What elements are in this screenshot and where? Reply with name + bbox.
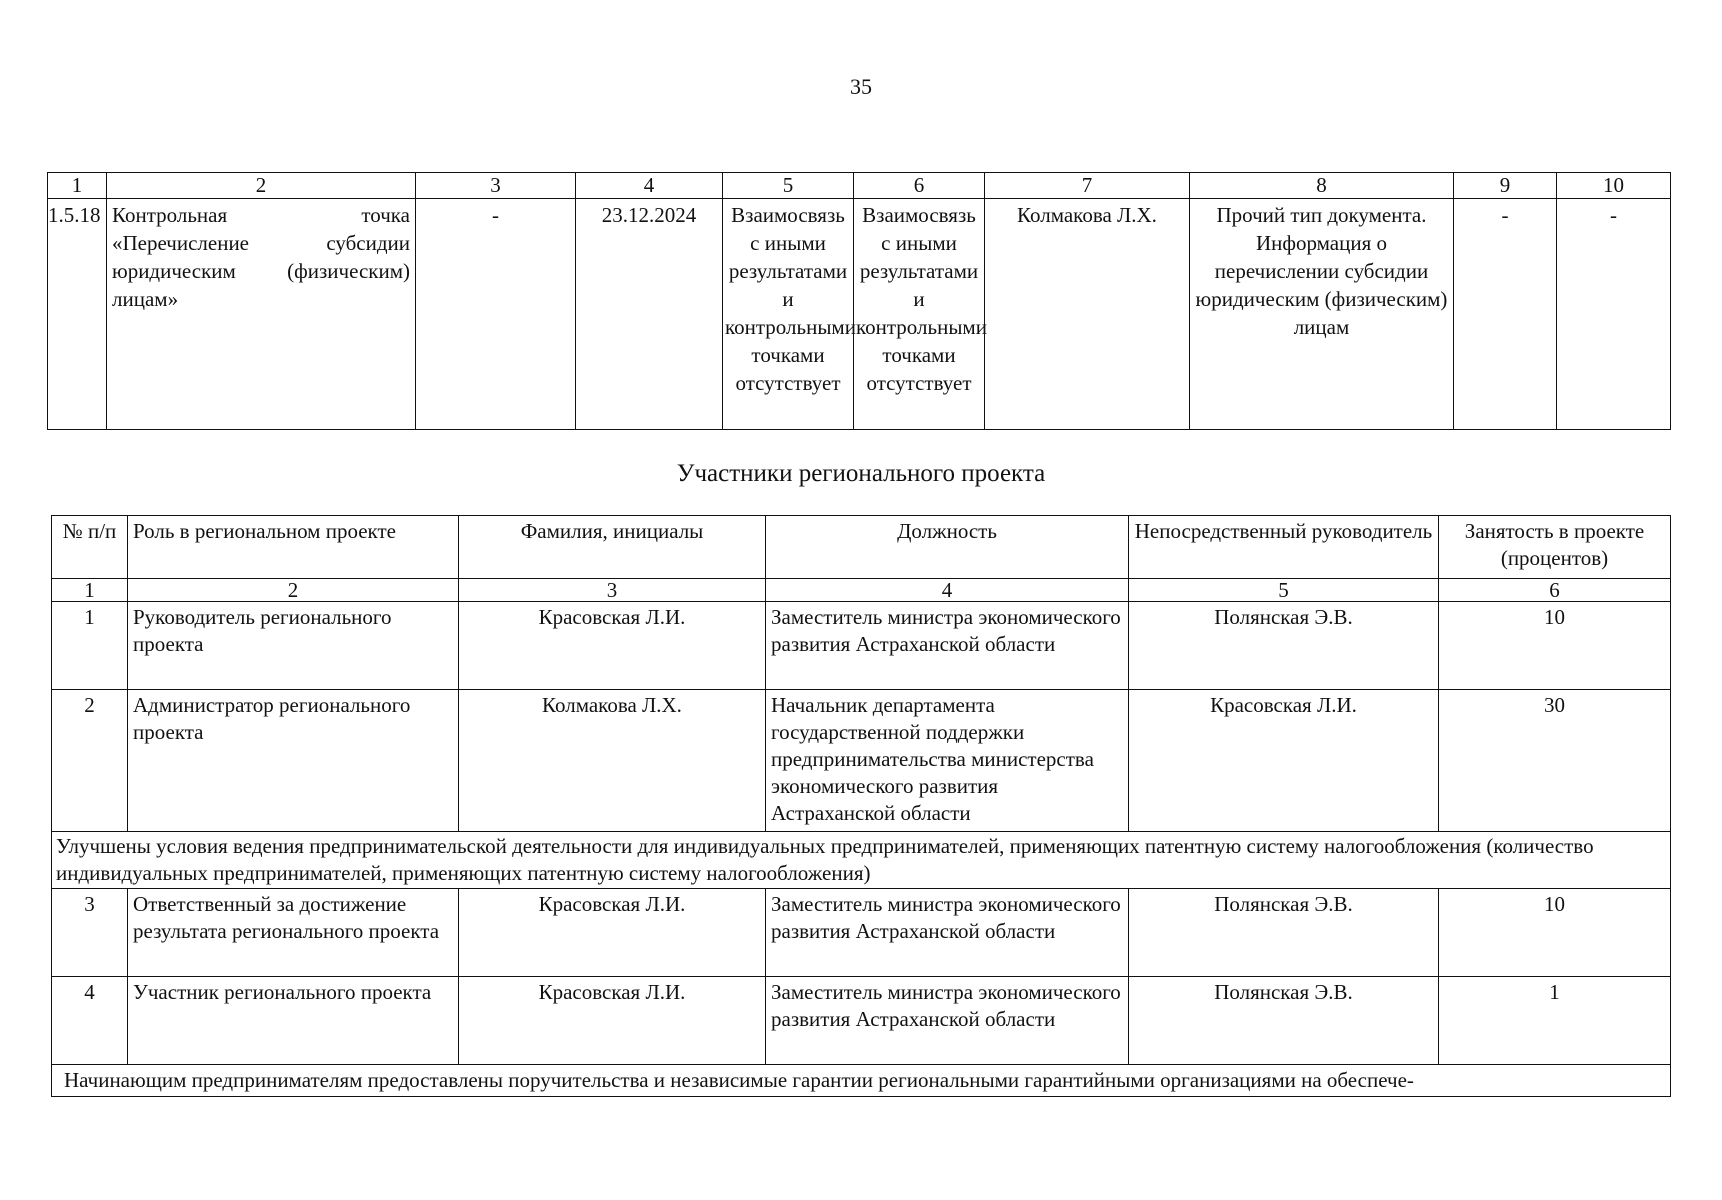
cell-col10: -	[1557, 199, 1671, 430]
column-number: 3	[416, 173, 576, 199]
column-number: 5	[723, 173, 854, 199]
row-number: 1.5.18	[48, 199, 107, 430]
relationship-cell: Взаимосвязь с иными результатами и контрольными точками отсутствует	[854, 199, 985, 430]
column-number: 6	[1439, 579, 1671, 602]
manager: Красовская Л.И.	[1129, 690, 1439, 832]
person-name: Красовская Л.И.	[459, 602, 766, 690]
control-point-date: 23.12.2024	[576, 199, 723, 430]
position: Заместитель министра экономического развития Астраханской области	[766, 889, 1129, 977]
column-number: 5	[1129, 579, 1439, 602]
person-name: Красовская Л.И.	[459, 977, 766, 1065]
column-number: 4	[576, 173, 723, 199]
role: Ответственный за достижение результата регионального проекта	[128, 889, 459, 977]
role: Участник регионального проекта	[128, 977, 459, 1065]
header-manager: Непосредственный руководитель	[1129, 516, 1439, 579]
column-number: 7	[985, 173, 1190, 199]
table-row	[52, 690, 1671, 832]
relationship-cell: Взаимосвязь с иными результатами и контрольными точками отсутствует	[723, 199, 854, 430]
result-description: Улучшены условия ведения предпринимательской деятельности для индивидуальных предпринимателей, применяющих патентную систему налогообложения (количество индивидуальных предпринимателей, применяющих патентную систему налогообложения)	[52, 832, 1671, 889]
column-number: 2	[107, 173, 416, 199]
header-role: Роль в региональном проекте	[128, 516, 459, 579]
table-row	[52, 889, 1671, 977]
position: Заместитель министра экономического развития Астраханской области	[766, 602, 1129, 690]
table-row	[52, 602, 1671, 690]
table-row	[52, 977, 1671, 1065]
column-number: 10	[1557, 173, 1671, 199]
manager: Полянская Э.В.	[1129, 977, 1439, 1065]
employment: 30	[1439, 690, 1671, 832]
role: Руководитель регионального проекта	[128, 602, 459, 690]
header-num: № п/п	[52, 516, 128, 579]
position: Заместитель министра экономического развития Астраханской области	[766, 977, 1129, 1065]
section-row	[52, 832, 1671, 889]
manager: Полянская Э.В.	[1129, 889, 1439, 977]
header-row	[52, 516, 1671, 579]
person-name: Колмакова Л.Х.	[459, 690, 766, 832]
column-number-row	[52, 579, 1671, 602]
page-number: 35	[850, 74, 872, 99]
control-point-table	[47, 172, 1671, 430]
section-row	[52, 1065, 1671, 1097]
column-number: 1	[52, 579, 128, 602]
column-number: 4	[766, 579, 1129, 602]
row-number: 2	[52, 690, 128, 832]
control-point-name: Контрольная точка «Перечисление субсидии юридическим (физическим) лицам»	[107, 199, 416, 430]
section-title: Участники регионального проекта	[676, 460, 1046, 487]
role: Администратор регионального проекта	[128, 690, 459, 832]
table-row	[48, 199, 1671, 430]
position: Начальник департамента государственной поддержки предпринимательства министерства экономического развития Астраханской области	[766, 690, 1129, 832]
manager: Полянская Э.В.	[1129, 602, 1439, 690]
header-employment: Занятость в проекте (процентов)	[1439, 516, 1671, 579]
row-number: 4	[52, 977, 128, 1065]
participants-table	[51, 515, 1671, 1097]
result-description: Начинающим предпринимателям предоставлены поручительства и независимые гарантии региональными гарантийными организациями на обеспече-	[52, 1065, 1671, 1097]
column-number: 3	[459, 579, 766, 602]
employment: 10	[1439, 889, 1671, 977]
column-number-row	[48, 173, 1671, 199]
column-number: 6	[854, 173, 985, 199]
row-number: 1	[52, 602, 128, 690]
document-type: Прочий тип документа. Информация о перечислении субсидии юридическим (физическим) лицам	[1190, 199, 1454, 430]
row-number: 3	[52, 889, 128, 977]
column-number: 2	[128, 579, 459, 602]
column-number: 8	[1190, 173, 1454, 199]
column-number: 1	[48, 173, 107, 199]
header-position: Должность	[766, 516, 1129, 579]
column-number: 9	[1454, 173, 1557, 199]
cell-col9: -	[1454, 199, 1557, 430]
header-name: Фамилия, инициалы	[459, 516, 766, 579]
responsible-person: Колмакова Л.Х.	[985, 199, 1190, 430]
employment: 1	[1439, 977, 1671, 1065]
cell-col3: -	[416, 199, 576, 430]
person-name: Красовская Л.И.	[459, 889, 766, 977]
employment: 10	[1439, 602, 1671, 690]
